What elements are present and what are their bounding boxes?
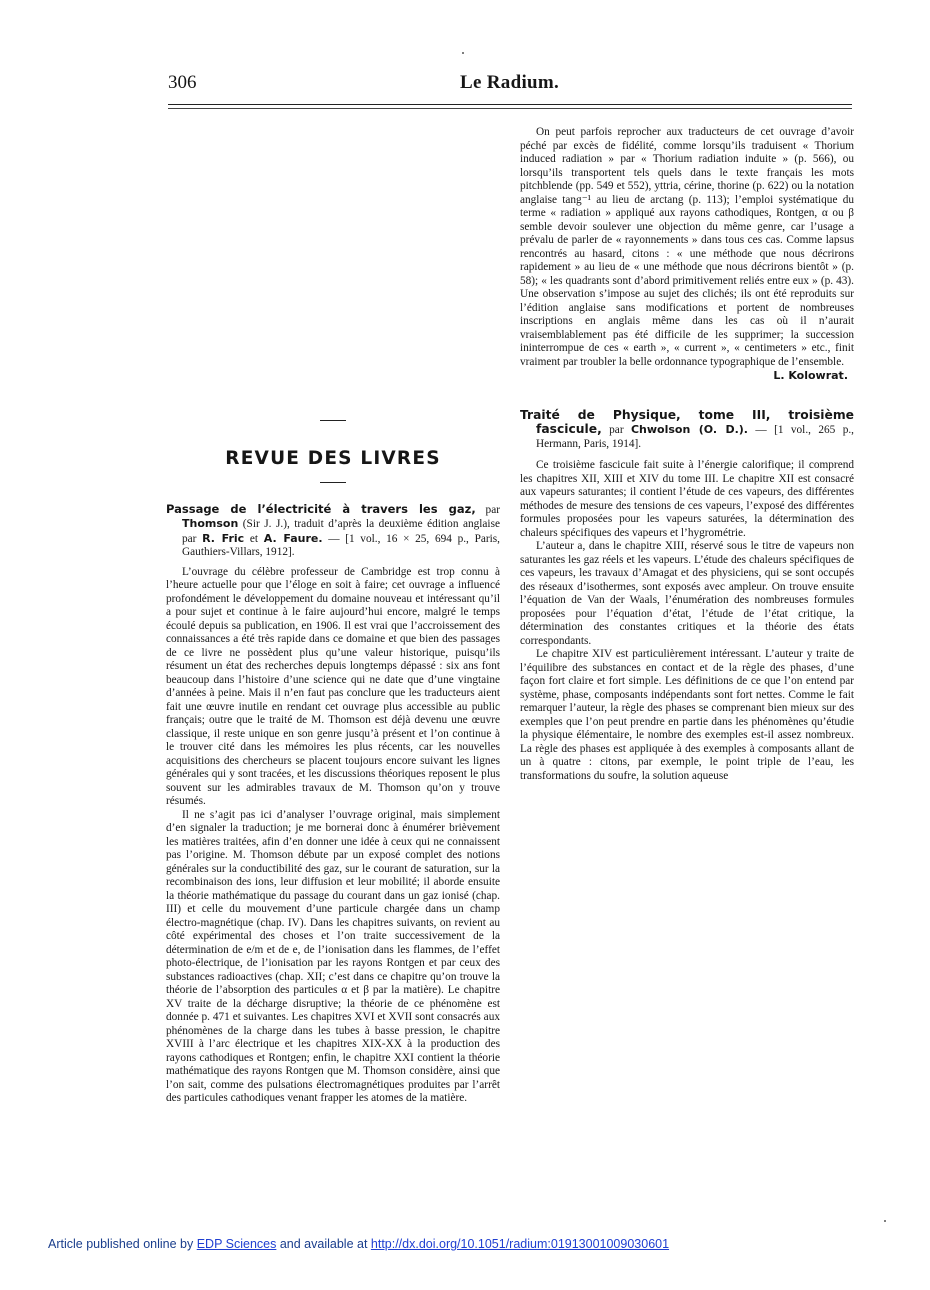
review1-paragraph-2-start: Il ne s’agit pas ici d’analyser l’ouvrage original, mais simplement d’en signaler la traduction; je me bornerai donc à énumérer brièvement les matières traitées, afin d’en donner une idée à ceux qui ne connaissent pas l’origine. M. Thomson débute par un exposé complet des notions générales sur la conductibilité des gaz, sur le courant de saturation, sur la recombinaison des ions, leur diffusion et leur mobilité; il aborde ensuite la théorie mathématique du passage du courant dans un gaz ionisé (chap. III) et celle du mouvement d’une particule chargée dans un champ électro-magnétique (chap. IV). Dans les chapitres suivants, on revient au côté expérimental des choses et l’on traite successivement de la détermination de e/m et de e, de l’ionisation dans les flammes, de l’effet photo-électrique, de l’ionisation par les rayons Rontgen et par ceux des substances radioactives (chap. XII; c’est dans ce chapitre qu’on trouve la théorie de l’absorption des particules α et β par la matière). Le chapitre XV traite de la décharge disruptive; la théorie de ce phénomène est donnée p. 471 et suivantes. Les chapitres XVI et XVII sont consacrés aux phénomènes de la charge dans les tubes à basse pression, le chapitre XVIII à l’arc électrique et les chapitres XIX-XX à la production des rayons cathodiques et Rontgen; enfin, le chapitre XXI contient la théorie mathématique des rayons Rontgen que M. Thomson considère, ainsi que l’on sait, comme des pulsations électromagnétiques produites par l’arrêt des particules cathodiques venant frapper les atomes de la matière. <box>166 808 500 1104</box>
review2-par: par <box>601 424 631 436</box>
journal-title: Le Radium. <box>460 72 560 93</box>
review2-title: Traité de Physique, tome III, troisième fascicule, <box>520 407 854 436</box>
review2-details: — [1 vol., 265 p., Hermann, Paris, 1914]. <box>536 424 855 450</box>
review2-heading <box>520 409 854 452</box>
footer-prefix: Article published online by <box>48 1237 197 1251</box>
review1-et: et <box>244 532 264 545</box>
scan-speck <box>462 52 464 54</box>
left-column <box>166 420 500 1106</box>
review1-title: Passage de l’électricité à travers les gaz, <box>166 501 476 516</box>
right-column <box>520 126 854 783</box>
review1-paragraph-1: L’ouvrage du célèbre professeur de Cambridge est trop connu à l’heure actuelle pour que l’éloge en soit à faire; cet ouvrage a influencé profondément le développement du domaine nouveau et intéressant qu’il a pour sujet et continue à le faire aujourd’hui encore, malgré le temps écoulé depuis sa publication, en 1906. Il est vrai que l’accroissement des connaissances a été très rapide dans ce domaine et que bien des passages de ce livre ne possèdent plus qu’une valeur historique, puisqu’ils résument un état des recherches depuis longtemps dépassé : six ans font beaucoup dans l’histoire d’une science qui ne date que d’une vingtaine d’années à peine. Mais il n’en faut pas conclure que les traducteurs aient fait une œuvre inutile en rendant cet ouvrage plus accessible au public français; outre que le traité de M. Thomson est déjà devenu une œuvre classique, il reste unique en son genre jusqu’à présent et l’on continue à le trouver cité dans les mémoires les plus récents, car les nouvelles acquisitions des chercheurs se placent toujours encore suivant les lignes générales qui y sont tracées, et les discussions théoriques reposent le plus souvent sur les admirables travaux de M. Thomson qu’on y trouve résumés. <box>166 565 500 807</box>
review1-par: par <box>475 503 500 516</box>
review2-paragraph-1: Ce troisième fascicule fait suite à l’énergie calorifique; il comprend les chapitres XII, XIII et XIV du tome III. Le chapitre XII est consacré aux vapeurs saturantes; il contient l’étude de ces vapeurs, des différentes méthodes de mesure des tensions de ces vapeurs, l’exposé des différentes formules proposées pour les vapeurs saturées, la détermination des chaleurs spécifiques des vapeurs et l’hygrométrie. <box>520 459 854 539</box>
footer-middle: and available at <box>276 1237 371 1251</box>
review1-paragraph-3: On peut parfois reprocher aux traducteurs de cet ouvrage d’avoir péché par excès de fidélité, comme lorsqu’ils traduisent « Thorium induced radiation » par « Thorium radiation induite » (p. 566), ou lorsqu’ils transportent tels quels dans le texte français les mots pitchblende (pp. 549 et 552), yttria, cérine, thorine (p. 622) ou la notation anglaise tang⁻¹ au lieu de arctang (p. 113); l’emploi systématique du terme « radiation » appliqué aux rayons cathodiques, Rontgen, α ou β semble devoir soulever une objection du même genre, car l’usage a prévalu de parler de « rayonnements » dans tous ces cas. Comme lapsus rencontrés au hasard, citons : « une méthode que nous décrirons rapidement » au lieu de « une méthode que nous décrirons bientôt » (p. 58); « les quadrants sont d’abord primitivement reliés entre eux » (p. 43). Une observation s’impose au sujet des clichés; ils ont été reproduits sur l’édition anglaise sans modifications et portent de nombreuses inscriptions en anglais même dans les cas où il n’aurait vraisemblablement pas été difficile de les supprimer; la succession ininterrompue de ces « earth », « current », « centimeters » etc., finit vraiment par troubler la belle ordonnance typographique de l’ensemble. <box>520 126 854 368</box>
review1-author-rest: (Sir J. J.), traduit d’après la deuxième édition anglaise par <box>182 518 500 545</box>
section-dash-bottom <box>320 482 346 483</box>
review2-paragraph-2: L’auteur a, dans le chapitre XIII, réservé sous le titre de vapeurs non saturantes les gaz réels et les vapeurs. L’étude des chaleurs spécifiques de ces vapeurs, les travaux d’Amagat et des physiciens, qui se sont occupés des réseaux d’isothermes, sont exposés avec ampleur. On trouve ensuite l’équation de Van der Waals, l’énumération des nombreuses formules proposées pour l’équation d’état, l’étude de l’état critique, la détermination des constantes critiques et la théorie des états correspondants. <box>520 540 854 647</box>
publication-footer <box>48 1237 669 1251</box>
header-rule-thin <box>168 108 852 109</box>
review1-signature: L. Kolowrat. <box>773 369 848 382</box>
review2-author: Chwolson (O. D.). <box>630 423 748 436</box>
header-rule-thick <box>168 104 852 105</box>
review1-author: Thomson <box>182 517 239 530</box>
review1-details: — [1 vol., 16 × 25, 694 p., Paris, Gauthiers-Villars, 1912]. <box>182 532 500 558</box>
footer-edp-link[interactable]: EDP Sciences <box>196 1237 277 1251</box>
review1-translator-2: A. Faure. <box>263 531 323 545</box>
footer-doi-link[interactable]: http://dx.doi.org/10.1051/radium:01913001009030601 <box>370 1237 670 1251</box>
section-title: REVUE DES LIVRES <box>225 448 441 469</box>
review1-translator-1: R. Fric <box>202 531 245 545</box>
review2-paragraph-3: Le chapitre XIV est particulièrement intéressant. L’auteur y traite de l’équilibre des substances en contact et de la règle des phases, d’une façon fort claire et fort simple. Les définitions de ce que l’on entend par système, phase, composants indépendants sont fort nettes. Comme le fait remarquer l’auteur, la règle des phases se comprenant bien mieux sur des exemples que l’on peut prendre en partie dans les phénomènes qu’étudie la physique élémentaire, le nombre des exemples est-il assez nombreux. La règle des phases est appliquée à des exemples à composants allant de un à quatre : citons, par exemple, le point triple de l’eau, les transformations du soufre, la solution aqueuse <box>520 648 854 782</box>
scan-speck <box>884 1220 886 1222</box>
section-dash-top <box>320 420 346 421</box>
review1-heading <box>166 503 500 560</box>
page-number: 306 <box>168 72 197 93</box>
running-header <box>168 72 852 98</box>
